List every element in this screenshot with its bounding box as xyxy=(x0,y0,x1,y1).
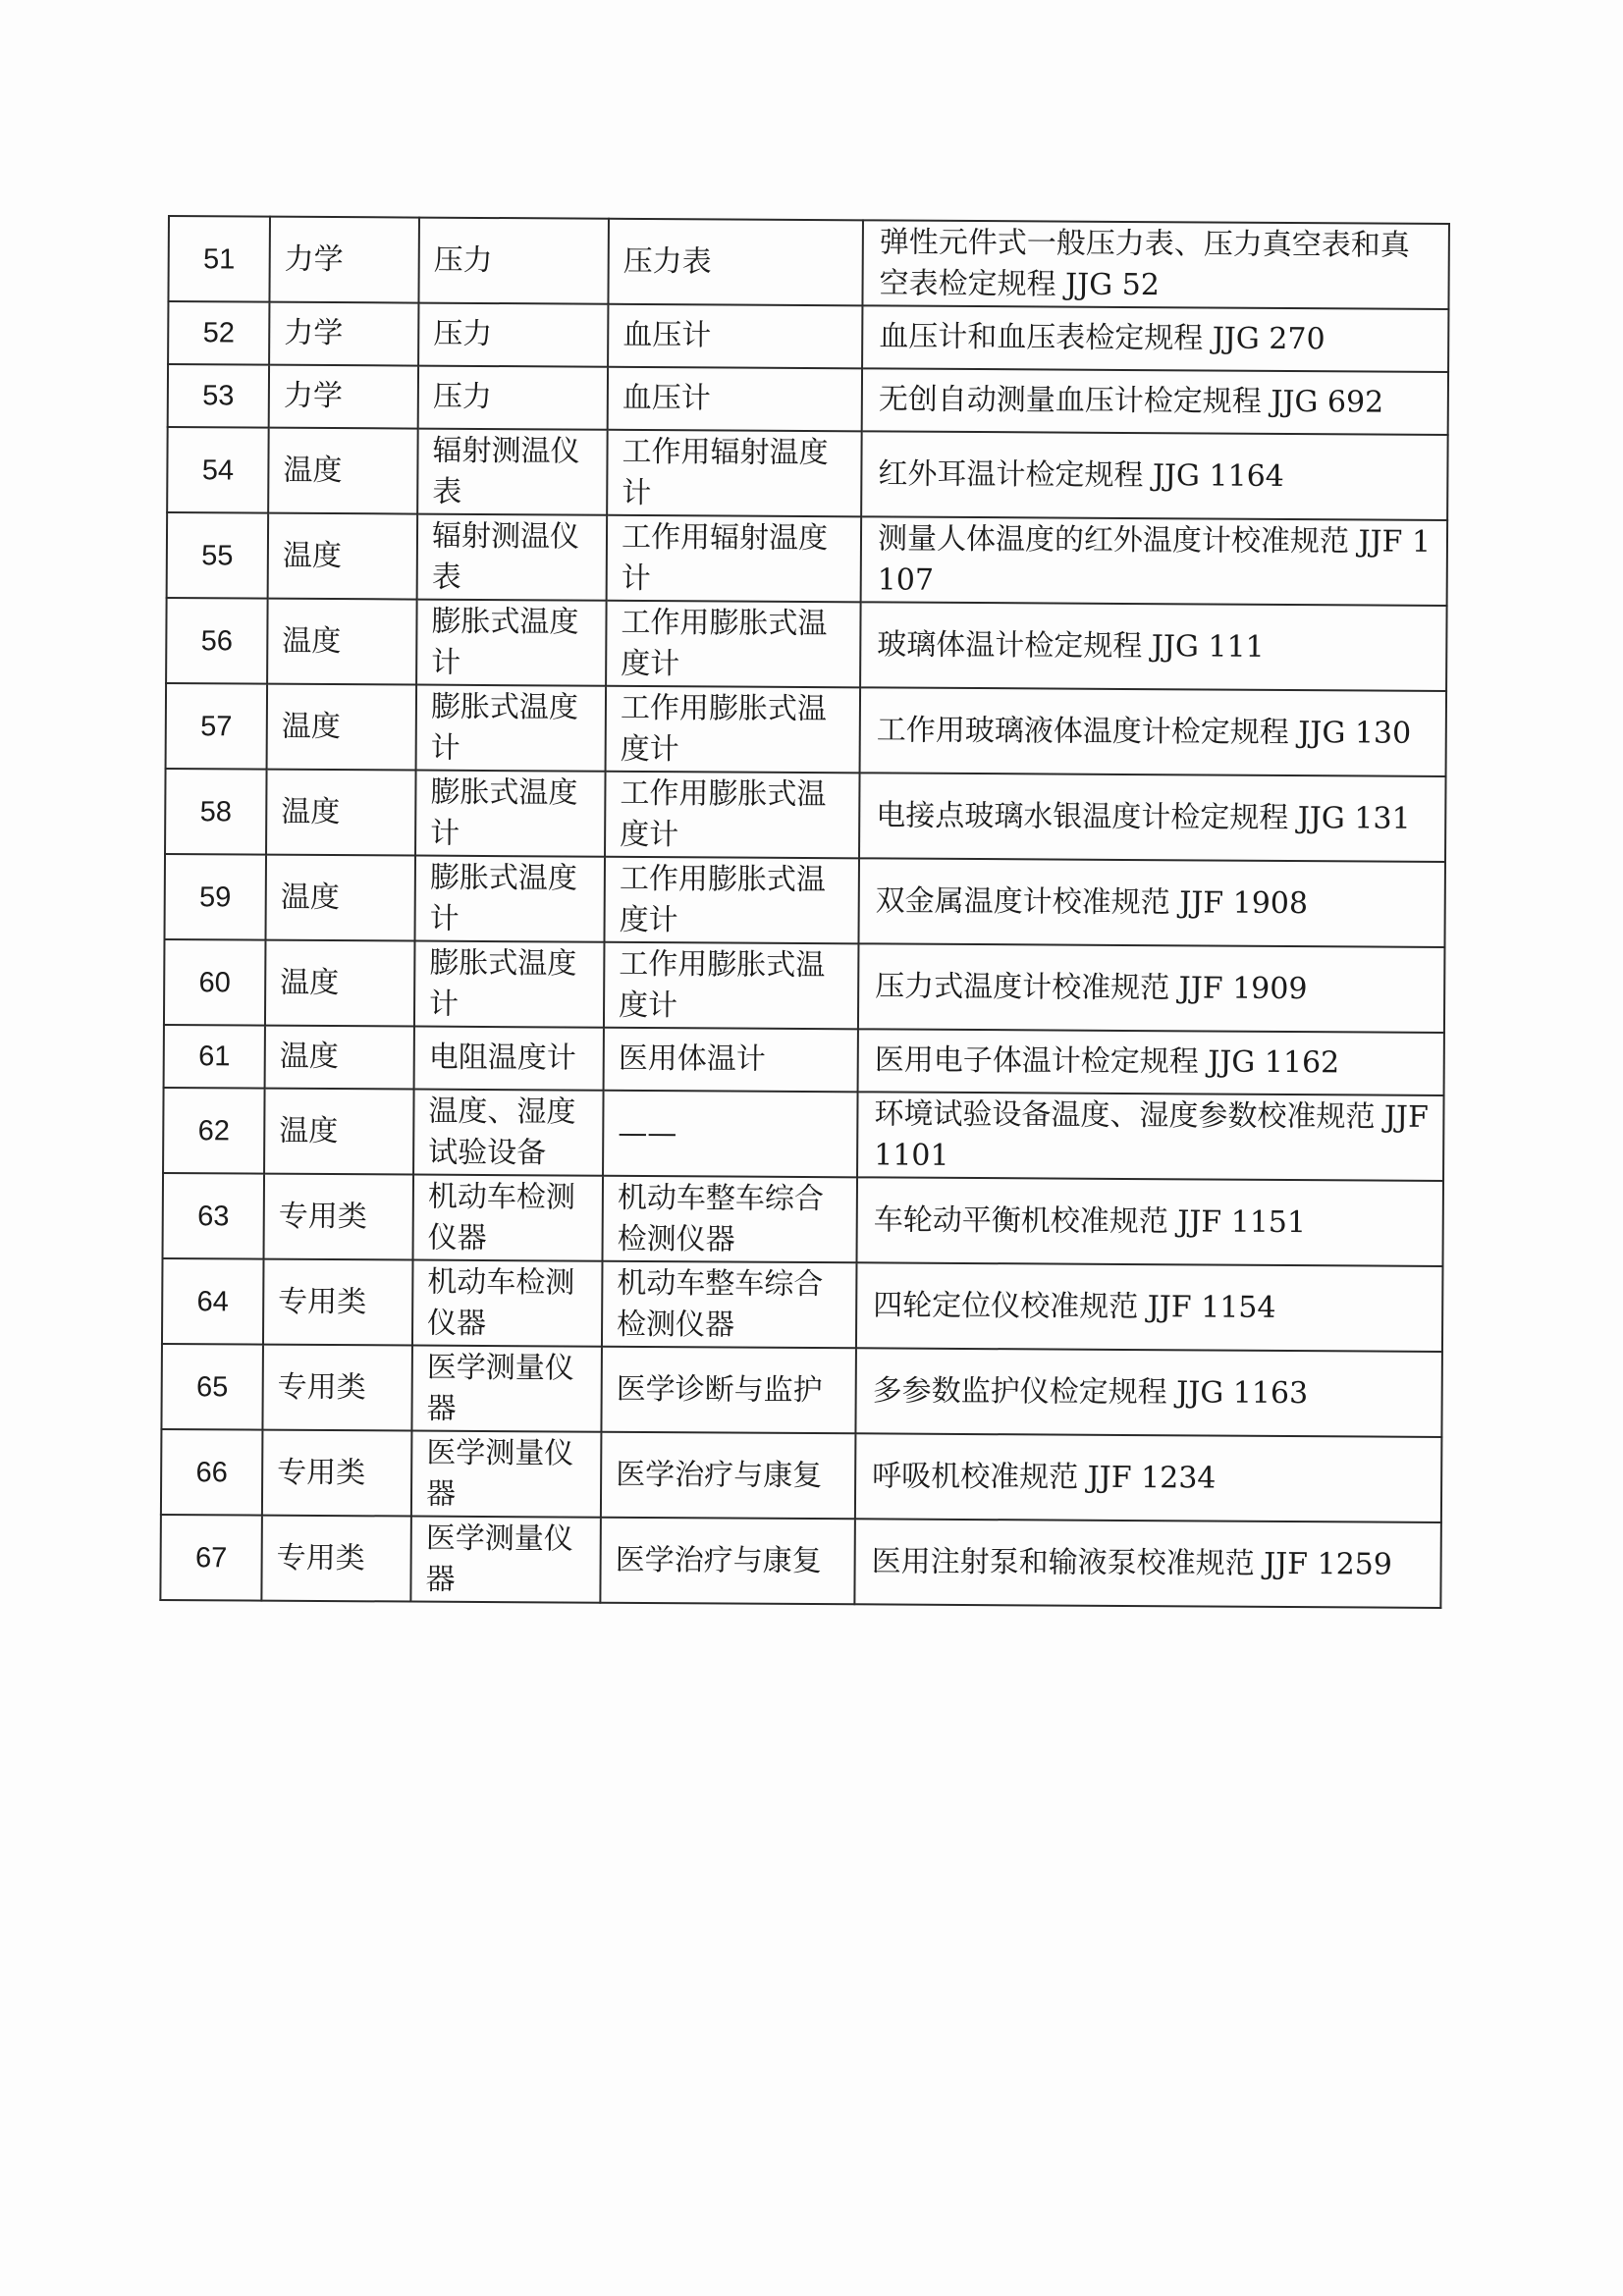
row-number-cell: 51 xyxy=(168,216,270,302)
row-number-cell: 63 xyxy=(163,1173,265,1259)
standard-cell: 血压计和血压表检定规程 JJG 270 xyxy=(862,305,1448,372)
standard-cell: 医用电子体温计检定规程 JJG 1162 xyxy=(858,1029,1444,1095)
subcategory-cell: 机动车检测仪器 xyxy=(412,1260,603,1347)
subcategory-cell: 医学测量仪器 xyxy=(411,1431,602,1518)
category-cell: 温度 xyxy=(265,855,415,941)
standard-cell: 医用注射泵和输液泵校准规范 JJF 1259 xyxy=(854,1519,1441,1608)
table-row xyxy=(165,769,1446,862)
category-cell: 温度 xyxy=(267,684,417,771)
category-cell: 温度 xyxy=(268,428,418,514)
item-cell: 工作用辐射温度计 xyxy=(607,430,862,517)
item-cell: 工作用膨胀式温度计 xyxy=(606,686,861,774)
standard-cell: 电接点玻璃水银温度计检定规程 JJG 131 xyxy=(859,773,1446,862)
item-cell: 压力表 xyxy=(608,219,863,306)
category-cell: 温度 xyxy=(265,1026,414,1090)
row-number-cell: 58 xyxy=(165,769,267,855)
standard-cell: 玻璃体温计检定规程 JJG 111 xyxy=(860,602,1447,691)
subcategory-cell: 压力 xyxy=(418,218,609,304)
category-cell: 专用类 xyxy=(264,1174,414,1260)
item-cell: 工作用辐射温度计 xyxy=(607,515,862,603)
subcategory-cell: 膨胀式温度计 xyxy=(414,941,605,1028)
category-cell: 温度 xyxy=(268,513,418,600)
subcategory-cell: 医学测量仪器 xyxy=(410,1517,601,1603)
item-cell: —— xyxy=(603,1091,858,1178)
item-cell: 医用体温计 xyxy=(604,1028,858,1093)
standard-cell: 弹性元件式一般压力表、压力真空表和真空表检定规程 JJG 52 xyxy=(862,220,1449,309)
table-row xyxy=(164,1025,1444,1095)
table-row xyxy=(161,1429,1442,1522)
row-number-cell: 52 xyxy=(168,301,269,365)
row-number-cell: 64 xyxy=(162,1258,264,1345)
item-cell: 机动车整车综合检测仪器 xyxy=(602,1261,857,1349)
standard-cell: 多参数监护仪检定规程 JJG 1163 xyxy=(855,1348,1442,1437)
subcategory-cell: 医学测量仪器 xyxy=(411,1346,602,1432)
standard-cell: 压力式温度计校准规范 JJF 1909 xyxy=(858,943,1445,1033)
item-cell: 医学治疗与康复 xyxy=(600,1518,855,1605)
table-row xyxy=(162,1258,1443,1352)
table-body xyxy=(160,216,1449,1608)
row-number-cell: 55 xyxy=(167,512,269,599)
category-cell: 力学 xyxy=(269,365,418,429)
standard-cell: 无创自动测量血压计检定规程 JJG 692 xyxy=(862,368,1448,435)
category-cell: 温度 xyxy=(266,770,416,856)
item-cell: 医学诊断与监护 xyxy=(601,1347,856,1434)
item-cell: 工作用膨胀式温度计 xyxy=(605,772,860,859)
standard-cell: 红外耳温计检定规程 JJG 1164 xyxy=(861,431,1448,520)
category-cell: 温度 xyxy=(265,940,415,1027)
category-cell: 专用类 xyxy=(261,1516,411,1602)
item-cell: 工作用膨胀式温度计 xyxy=(606,601,861,688)
item-cell: 血压计 xyxy=(608,304,862,369)
standard-cell: 工作用玻璃液体温度计检定规程 JJG 130 xyxy=(860,687,1447,776)
subcategory-cell: 膨胀式温度计 xyxy=(416,600,607,686)
standards-table xyxy=(159,215,1450,1609)
table-row xyxy=(167,512,1448,606)
category-cell: 力学 xyxy=(269,217,419,303)
category-cell: 温度 xyxy=(264,1089,414,1175)
table-row xyxy=(166,598,1447,691)
row-number-cell: 54 xyxy=(167,427,269,513)
table-row xyxy=(166,683,1447,776)
category-cell: 专用类 xyxy=(262,1345,412,1431)
item-cell: 血压计 xyxy=(608,367,862,432)
row-number-cell: 53 xyxy=(168,364,269,428)
table-row xyxy=(160,1515,1441,1608)
item-cell: 工作用膨胀式温度计 xyxy=(604,857,859,944)
subcategory-cell: 压力 xyxy=(418,366,608,430)
table-row xyxy=(163,1088,1444,1181)
table-row xyxy=(167,427,1448,520)
subcategory-cell: 电阻温度计 xyxy=(414,1027,604,1091)
item-cell: 机动车整车综合检测仪器 xyxy=(602,1176,857,1263)
table-row xyxy=(168,364,1448,435)
subcategory-cell: 膨胀式温度计 xyxy=(415,771,606,857)
table-row xyxy=(164,854,1445,947)
table-row xyxy=(168,216,1449,309)
row-number-cell: 56 xyxy=(166,598,268,684)
category-cell: 温度 xyxy=(267,599,417,685)
category-cell: 力学 xyxy=(269,302,418,366)
row-number-cell: 59 xyxy=(164,854,266,940)
row-number-cell: 60 xyxy=(164,939,266,1026)
standard-cell: 双金属温度计校准规范 JJF 1908 xyxy=(858,858,1445,947)
standard-cell: 呼吸机校准规范 JJF 1234 xyxy=(855,1433,1442,1522)
category-cell: 专用类 xyxy=(263,1259,413,1346)
table-row xyxy=(164,939,1445,1033)
row-number-cell: 61 xyxy=(164,1025,265,1089)
subcategory-cell: 膨胀式温度计 xyxy=(416,685,607,772)
standard-cell: 四轮定位仪校准规范 JJF 1154 xyxy=(856,1262,1443,1352)
row-number-cell: 67 xyxy=(160,1515,262,1601)
subcategory-cell: 辐射测温仪表 xyxy=(417,429,608,515)
row-number-cell: 65 xyxy=(161,1344,263,1430)
row-number-cell: 66 xyxy=(161,1429,263,1516)
table-row xyxy=(163,1173,1444,1266)
table-row xyxy=(161,1344,1442,1437)
subcategory-cell: 机动车检测仪器 xyxy=(413,1175,604,1261)
item-cell: 医学治疗与康复 xyxy=(601,1432,856,1520)
subcategory-cell: 压力 xyxy=(418,303,608,367)
standard-cell: 车轮动平衡机校准规范 JJF 1151 xyxy=(856,1177,1443,1266)
item-cell: 工作用膨胀式温度计 xyxy=(604,942,859,1030)
row-number-cell: 62 xyxy=(163,1088,265,1174)
subcategory-cell: 膨胀式温度计 xyxy=(414,856,605,942)
table-row xyxy=(168,301,1448,372)
standard-cell: 测量人体温度的红外温度计校准规范 JJF 1107 xyxy=(861,516,1448,606)
standard-cell: 环境试验设备温度、湿度参数校准规范 JJF 1101 xyxy=(857,1092,1444,1181)
subcategory-cell: 辐射测温仪表 xyxy=(417,514,608,601)
row-number-cell: 57 xyxy=(166,683,268,770)
category-cell: 专用类 xyxy=(262,1430,412,1517)
subcategory-cell: 温度、湿度试验设备 xyxy=(413,1090,604,1176)
